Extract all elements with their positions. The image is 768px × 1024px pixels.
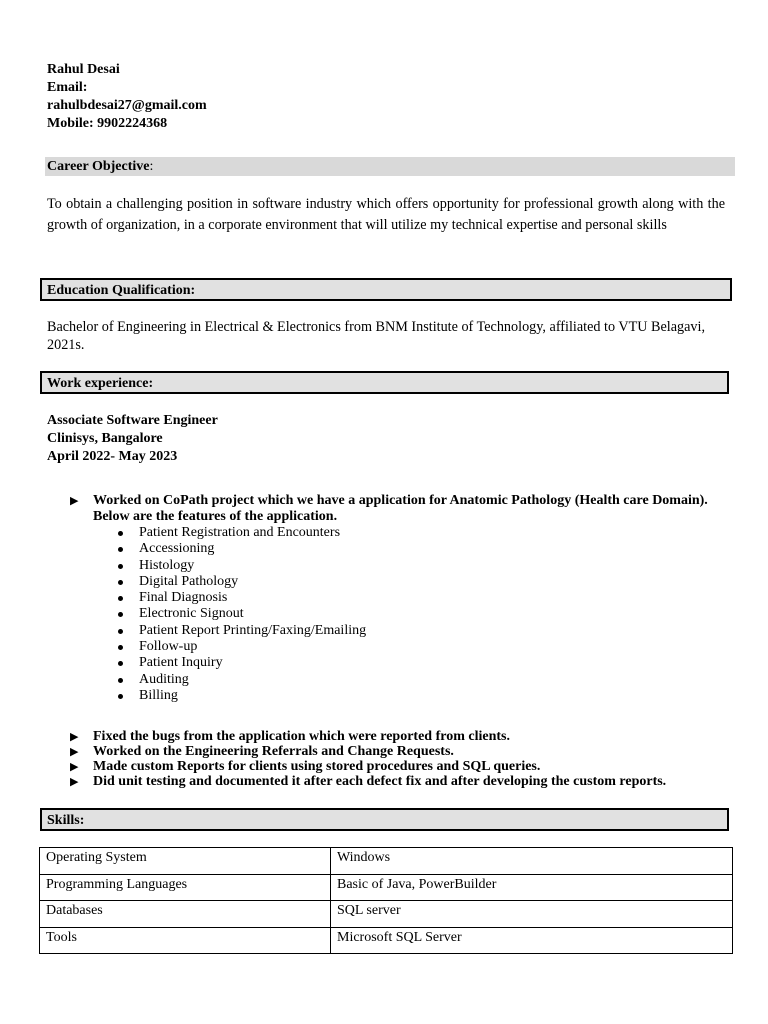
- task-text: Did unit testing and documented it after each defect fix and after developing the custom reports.: [93, 774, 667, 789]
- candidate-name: Rahul Desai: [47, 62, 120, 77]
- career-objective-heading: [45, 157, 735, 176]
- task-text: Fixed the bugs from the application which were reported from clients.: [93, 729, 510, 744]
- task-text: Made custom Reports for clients using stored procedures and SQL queries.: [93, 759, 541, 774]
- list-item: Histology: [118, 558, 366, 574]
- list-item: Auditing: [118, 672, 366, 688]
- feature-list: [118, 525, 366, 704]
- list-item: Final Diagnosis: [118, 590, 366, 606]
- work-experience-heading-label: Work experience:: [47, 376, 154, 391]
- task-bullet: [70, 774, 730, 790]
- table-row: [40, 848, 733, 875]
- table-row: [40, 927, 733, 954]
- arrow-bullet-icon: ▶: [70, 495, 79, 507]
- table-row: [40, 901, 733, 928]
- work-experience-heading: [40, 371, 729, 394]
- arrow-bullet-icon: ▶: [70, 746, 79, 758]
- skill-category: Programming Languages: [40, 874, 331, 901]
- skill-value: Windows: [331, 848, 733, 875]
- arrow-bullet-icon: ▶: [70, 761, 79, 773]
- project-bullet: [70, 493, 730, 525]
- education-text: Bachelor of Engineering in Electrical & Electronics from BNM Institute of Technology, affiliated to VTU Belagavi, 2021s.: [47, 319, 706, 353]
- list-item: Billing: [118, 688, 366, 704]
- skills-table: [39, 847, 733, 954]
- skill-category: Operating System: [40, 848, 331, 875]
- job-company: Clinisys, Bangalore: [47, 431, 163, 446]
- project-description: Worked on CoPath project which we have a application for Anatomic Pathology (Health care Domain). Below are the features of the application.: [93, 493, 708, 524]
- education-heading-label: Education Qualification:: [47, 283, 196, 298]
- email-address: rahulbdesai27@gmail.com: [47, 98, 207, 113]
- skill-category: Databases: [40, 901, 331, 928]
- list-item: Patient Registration and Encounters: [118, 525, 366, 541]
- contact-block: [47, 61, 207, 133]
- skill-value: SQL server: [331, 901, 733, 928]
- task-text: Worked on the Engineering Referrals and Change Requests.: [93, 744, 454, 759]
- skill-value: Basic of Java, PowerBuilder: [331, 874, 733, 901]
- list-item: Patient Inquiry: [118, 655, 366, 671]
- task-bullet: [70, 729, 730, 745]
- email-label: Email:: [47, 80, 88, 95]
- education-heading: [40, 278, 732, 301]
- mobile-number: Mobile: 9902224368: [47, 116, 168, 131]
- arrow-bullet-icon: ▶: [70, 731, 79, 743]
- list-item: Follow-up: [118, 639, 366, 655]
- list-item: Electronic Signout: [118, 606, 366, 622]
- job-title: Associate Software Engineer: [47, 413, 218, 428]
- list-item: Patient Report Printing/Faxing/Emailing: [118, 623, 366, 639]
- career-objective-title: Career Objective: [47, 159, 150, 174]
- career-objective-colon: :: [149, 159, 154, 174]
- job-period: April 2022- May 2023: [47, 449, 178, 464]
- task-bullet: [70, 759, 730, 775]
- list-item: Digital Pathology: [118, 574, 366, 590]
- skills-heading-label: Skills:: [47, 813, 85, 828]
- career-objective-text: To obtain a challenging position in software industry which offers opportunity for professional growth along with the growth of organization, in a corporate environment that will utilize my technical expertise and personal skills: [47, 196, 725, 233]
- skill-value: Microsoft SQL Server: [331, 927, 733, 954]
- list-item: Accessioning: [118, 541, 366, 557]
- task-bullet: [70, 744, 730, 760]
- arrow-bullet-icon: ▶: [70, 776, 79, 788]
- skills-heading: [40, 808, 729, 831]
- job-details: [47, 412, 218, 466]
- table-row: [40, 874, 733, 901]
- skill-category: Tools: [40, 927, 331, 954]
